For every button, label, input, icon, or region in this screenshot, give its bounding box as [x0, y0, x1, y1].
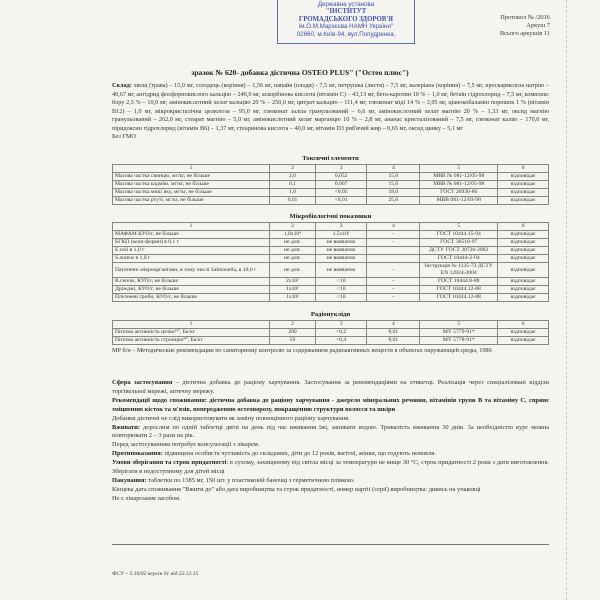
table-cell: B.cereus, КУО/г, не більше	[113, 278, 270, 286]
table-cell: МУ 5778-91*	[420, 337, 498, 345]
table-cell: 25,0	[367, 197, 420, 205]
table-cell: Масова частка свинцю, мг/кг, не більше	[113, 173, 270, 181]
storage-paragraph	[112, 459, 549, 477]
table-cell: 0,01	[367, 337, 420, 345]
table-cell: МВВ № 081-12/05-98	[420, 181, 498, 189]
table-cell: Питома активність стронцію⁹⁰, Бк/кг	[113, 337, 270, 345]
column-header: 3	[315, 165, 367, 173]
table-cell: -	[367, 286, 420, 294]
table-cell: ДСТУ ГОСТ 30726-2002	[420, 247, 498, 255]
table-cell: -	[367, 294, 420, 302]
storage-label: Умови зберігання та строк придатності	[112, 459, 227, 467]
column-header: 6	[498, 223, 549, 231]
stamp-line: "ІНСТИТУТ	[325, 8, 367, 16]
composition-text: хвощ (трава) – 15,0 мг, солодець (коріння) – 1,56 мг, папайя (плоди) - 7,5 мг, петрушка (листя) – 7,5 мг, валеріана (коріння) – 7,5 мг, кроскармелоза натрію – 40,67 мг, ангідрид фосфорнокислого кальцію – 240,0 мг, аскорбінова кислота (вітамін С) – 43,13 мг, бета-каротин 10 % – 1,0 мг, бетаїн гідрохлорид – 7,5 мг, комплекс бору 2,5 % – 10,0 мг, амінокислотний хелат кальцію 20 % – 250,0 мг, цитрат кальцію – 111,4 мг, глюконат міді 14 % – 3,95 мг, ціанокобаламін порошок 1 % (вітамін B12) – 1,0 мг, мікрокристалічна целюлоза – 95,0 мг, глюконат заліза гранульований – 6,6 мг, амінокислотний хелат магнію 20 % – 1,33 мг, оксид магнію гранульований – 262,0 мг, стеарат магнію – 5,0 мг, амінокислотний хелат марганцю 10 % – 2,8 мг, ананас кристалізований – 7,5 мг, глюконат калію – 170,0 мг, піридоксин гідрохлорид (вітамін B6) – 1,37 мг, стеаринова кислота – 40,0 мг, вітамін D3 риб'ячий жир – 0,65 мг, оксид цинку – 5,1 мг	[112, 82, 549, 132]
column-header: 2	[270, 223, 316, 231]
table-cell: БГКП (коли-форми) в 0,1 г	[113, 239, 270, 247]
table-cell: -	[367, 263, 420, 278]
column-header: 5	[420, 321, 498, 329]
table-cell: відповідає	[498, 294, 549, 302]
table-cell: Патогенні мікроорганізми, в тому числі Salmonella, в 10,0 г	[113, 263, 270, 278]
table-cell: 0,007	[315, 181, 367, 189]
table-cell: E.coli в 1,0 г	[113, 247, 270, 255]
table-header-row	[113, 165, 549, 173]
table-cell: 1,5x10¹	[315, 231, 367, 239]
table-header-row	[113, 321, 549, 329]
table-cell: не виявлено	[315, 263, 367, 278]
table-cell: ГОСТ 26930-86	[420, 189, 498, 197]
not-medicine-paragraph: Не є лікарським засобом.	[112, 494, 181, 502]
table-cell: 1,0	[270, 189, 316, 197]
table-cell: 0,01	[270, 197, 316, 205]
table-cell: відповідає	[498, 247, 549, 255]
table-cell: не виявлено	[315, 239, 367, 247]
table-row	[113, 263, 549, 278]
column-header: 1	[113, 321, 270, 329]
usage-paragraph	[112, 424, 549, 442]
table-cell: <0,4	[315, 337, 367, 345]
table-cell: відповідає	[498, 231, 549, 239]
table-cell: Інструкція № 1135-73 ДСТУ EN 12824-2004	[420, 263, 498, 278]
table-cell: <10	[315, 286, 367, 294]
recommend-paragraph	[112, 397, 549, 415]
packing-text: таблетки по 1385 мг, 150 шт. у пластиковій баночці з герметичною плівкою.	[146, 476, 355, 484]
table-header-row	[113, 223, 549, 231]
scope-label: Сфера застосування	[112, 379, 173, 386]
document-title: зразок № 620- добавка дієтична OSTEO PLUS" ("Остео плюс")	[191, 68, 409, 77]
table-cell	[367, 255, 420, 263]
table-row	[113, 173, 549, 181]
table-cell: 0,052	[315, 173, 367, 181]
protocol-info	[440, 14, 550, 39]
table-cell: S.aureus в 1,0 г	[113, 255, 270, 263]
table-row	[113, 247, 549, 255]
column-header: 5	[420, 165, 498, 173]
toxic-title: Токсичні елементи	[302, 155, 359, 162]
table-cell: Масова частка кадмію, мг/кг, не більше	[113, 181, 270, 189]
table-cell: Масова частка ртуті, мг/кг, не більше	[113, 197, 270, 205]
table-cell: не виявлено	[315, 255, 367, 263]
table-cell: відповідає	[498, 337, 549, 345]
table-cell	[367, 247, 420, 255]
table-cell: 15,0	[367, 181, 420, 189]
table-cell: ГОСТ 10444.8-88	[420, 278, 498, 286]
protocol-number: Протокол № /2016	[500, 14, 550, 21]
table-cell: <10	[315, 294, 367, 302]
table-cell: ГОСТ 10444-2-94	[420, 255, 498, 263]
column-header: 1	[113, 223, 270, 231]
column-header: 4	[367, 223, 420, 231]
table-cell: відповідає	[498, 263, 549, 278]
table-cell: МАФАМ КУО/г, не більше	[113, 231, 270, 239]
table-cell: <0,05	[315, 189, 367, 197]
warning-paragraph: Добанки дієтичні не слід використовувати як заміну повноцінного раціону харчування.	[112, 414, 350, 422]
method-note: МР б/н – Методические рекомендации по санитарному контролю за содержанием радиоактивных веществ в объектах окружающей среды, 1986	[112, 347, 492, 354]
composition-block	[112, 82, 549, 142]
column-header: 2	[270, 321, 316, 329]
table-row	[113, 294, 549, 302]
table-row	[113, 278, 549, 286]
table-cell: відповідає	[498, 278, 549, 286]
table-cell: 0,01	[367, 329, 420, 337]
contra-paragraph	[112, 450, 549, 459]
table-cell: ГОСТ 10444.12-88	[420, 294, 498, 302]
recommend-label: Рекомендації щодо споживання:	[112, 396, 207, 404]
table-cell: 1x10²	[270, 286, 316, 294]
table-cell: 2,0	[270, 173, 316, 181]
table-row	[113, 181, 549, 189]
column-header: 4	[367, 321, 420, 329]
table-row	[113, 197, 549, 205]
packing-label: Пакування:	[112, 476, 147, 484]
table-cell: ГОСТ 10444.15-94	[420, 231, 498, 239]
column-header: 2	[270, 165, 316, 173]
divider	[112, 544, 549, 545]
table-cell: 18,0	[367, 189, 420, 197]
column-header: 6	[498, 165, 549, 173]
table-cell: відповідає	[498, 197, 549, 205]
table-cell: відповідає	[498, 239, 549, 247]
radio-title: Радіонукліди	[310, 311, 351, 318]
micro-title: Мікробіологічні показники	[289, 213, 372, 220]
column-header: 1	[113, 165, 270, 173]
usage-text: дорослим по одній таблетці двічі на день під час вживання їжі, запивати водою. Тривалість вживання 30 днів. За необхідністю курс можна повторювати 2 – 3 рази на рік.	[112, 423, 549, 440]
table-row	[113, 329, 549, 337]
table-cell: відповідає	[498, 173, 549, 181]
table-cell: ГОСТ 30518-97	[420, 239, 498, 247]
micro-table	[112, 222, 549, 302]
table-cell: Питома активність цезію¹³⁷, Бк/кг	[113, 329, 270, 337]
table-cell: <10	[315, 278, 367, 286]
composition-label: Склад:	[112, 82, 132, 89]
radio-table	[112, 320, 549, 345]
toxic-table	[112, 164, 549, 205]
table-cell: МВВ 081-12/03-98	[420, 197, 498, 205]
table-cell: 1,0x10⁴	[270, 231, 316, 239]
table-cell: <0,2	[315, 329, 367, 337]
protocol-sheet: Аркуш 7	[526, 22, 550, 30]
consult-paragraph: Перед застосуванням потребує консультації з лікарем.	[112, 441, 260, 449]
usage-label: Вживати:	[112, 423, 141, 431]
table-cell: МВВ № 081-12/05-98	[420, 173, 498, 181]
column-header: 3	[315, 321, 367, 329]
table-cell: 0,1	[270, 181, 316, 189]
table-cell: <0,01	[315, 197, 367, 205]
table-cell: 200	[270, 329, 316, 337]
table-cell: Масова частка миш`яку, мг/кг, не більше	[113, 189, 270, 197]
page-edge	[566, 0, 568, 600]
stamp-line: Державна установа	[317, 1, 375, 8]
table-cell: 1x10²	[270, 294, 316, 302]
table-cell: відповідає	[498, 286, 549, 294]
table-row	[113, 255, 549, 263]
table-cell: 15,0	[367, 173, 420, 181]
stamp-line: ГРОМАДСЬКОГО ЗДОРОВ'Я	[298, 15, 394, 23]
table-row	[113, 231, 549, 239]
recommend-text: дієтична добавка до раціону харчування - джерело мінеральних речовин, вітамінів групи В та вітаміну С, сприяє зміцненню кісток та м'язів, попередженню остеопорозу, покращенню структури волосся та шкіри	[112, 396, 549, 413]
table-cell: не доп.	[270, 239, 316, 247]
table-cell: -	[367, 231, 420, 239]
table-cell: Плісеневі гриби, КУО/г, не більше	[113, 294, 270, 302]
stamp-line: ім.О.М.Марзєєва НАМН України"	[298, 23, 394, 31]
packing-paragraph	[112, 477, 549, 486]
table-row	[113, 189, 549, 197]
storage-text: : в сухому, захищеному від світла місці за температури не вище 30 °С, строк придатності 2 роки з дати виготовлення. Зберігати в недоступному для дітей місці	[112, 459, 549, 476]
table-cell: не доп.	[270, 263, 316, 278]
table-cell: 50	[270, 337, 316, 345]
contra-text: підвищена особиста чутливість до складових, діти до 12 років, вагітні, жінки, що годують немовля.	[162, 450, 436, 458]
table-cell: -	[367, 278, 420, 286]
table-row	[113, 286, 549, 294]
table-cell: МУ 5779-91*	[420, 329, 498, 337]
institute-stamp	[277, 0, 415, 44]
table-cell: 2x10²	[270, 278, 316, 286]
scope-paragraph	[112, 379, 549, 397]
table-cell: не доп.	[270, 247, 316, 255]
column-header: 5	[420, 223, 498, 231]
column-header: 6	[498, 321, 549, 329]
enddate-paragraph: Кінцева дата споживання "Вжити до" або дата виробництва та строк придатності, номер партії (серії) виробництва: дивись на упаковці	[112, 485, 481, 493]
table-row	[113, 239, 549, 247]
gmo-note: Без ГМО	[112, 133, 136, 140]
table-cell: відповідає	[498, 181, 549, 189]
table-cell: відповідає	[498, 255, 549, 263]
table-cell: Дріжджі, КУО/г, не більше	[113, 286, 270, 294]
table-cell: не доп.	[270, 255, 316, 263]
stamp-line: 02660, м.Київ-94, вул.Попудренка,	[296, 30, 396, 38]
contra-label: Протипоказання:	[112, 450, 163, 458]
scope-text: – дієтична добавка до раціону харчування. Застосування за рекомендаціями на етикетці. Реалізація через спеціалізовані відділи торгівельної мережі, аптечну мережу.	[112, 379, 549, 395]
table-cell: відповідає	[498, 189, 549, 197]
form-code-footer: ФСУ – 5.10/02 версія 01 від 22.12.15	[112, 571, 199, 577]
protocol-total: Всього аркушів 11	[499, 30, 550, 38]
column-header: 4	[367, 165, 420, 173]
table-cell: -	[367, 239, 420, 247]
table-row	[113, 337, 549, 345]
table-cell: не виявлено	[315, 247, 367, 255]
column-header: 3	[315, 223, 367, 231]
table-cell: відповідає	[498, 329, 549, 337]
table-cell: ГОСТ 10444.12-88	[420, 286, 498, 294]
product-info	[112, 379, 549, 504]
